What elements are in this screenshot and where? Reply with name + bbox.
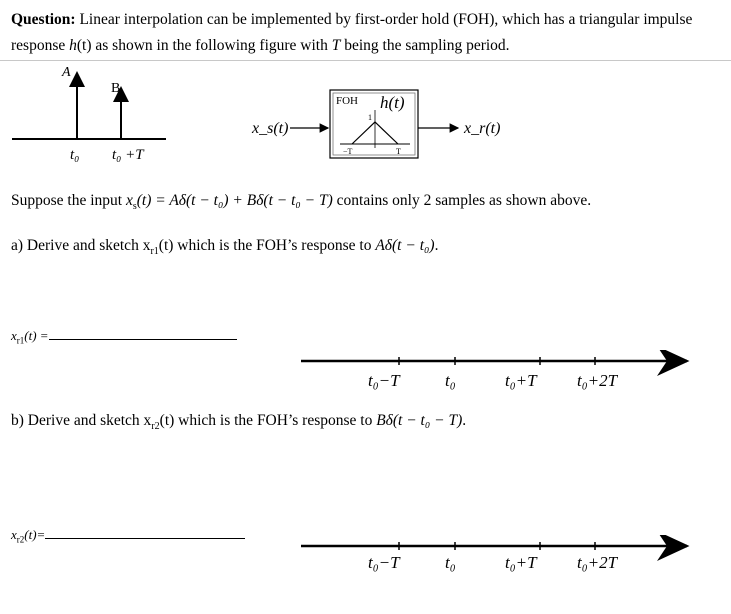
question-label: Question:: [11, 11, 76, 28]
part-b-text: b) Derive and sketch x: [11, 412, 152, 429]
part-b-tick-label-4: t₀+2T: [577, 553, 618, 572]
foh-impulse-label: h(t): [380, 93, 405, 112]
output-label: x_r(t): [464, 120, 501, 137]
part-a-expr: Aδ(t − t₀): [375, 237, 435, 254]
part-a-answer-blank[interactable]: [49, 339, 237, 340]
foh-tick-neg: −T: [343, 147, 353, 156]
part-a-tick-label-3: t₀+T: [505, 371, 537, 390]
input-sentence-post: contains only 2 samples as shown above.: [332, 192, 592, 209]
foh-figure: [0, 60, 731, 170]
part-a-mid: (t) which is the FOH’s response to: [158, 237, 376, 254]
part-a-text: a) Derive and sketch x: [11, 237, 151, 254]
part-b-tick-label-3: t₀+T: [505, 553, 537, 572]
part-a-answer-sub: r1: [16, 335, 25, 346]
input-sentence: [11, 191, 591, 217]
part-a-end: .: [434, 237, 439, 254]
part-b-answer-blank[interactable]: [45, 538, 245, 539]
input-eq-x: x: [125, 192, 133, 209]
part-b-answer: [11, 525, 245, 550]
part-a-axis: [295, 350, 695, 395]
input-sentence-pre: Suppose the input: [11, 192, 126, 209]
label-b: B: [111, 81, 121, 96]
input-eq-sub: s: [132, 201, 137, 213]
part-b-end: .: [462, 412, 467, 429]
part-b-answer-rest: (t)=: [24, 527, 46, 542]
question-text-2a: response: [11, 37, 70, 54]
foh-label: FOH: [336, 95, 359, 107]
question-h: h: [69, 37, 77, 54]
part-a-tick-label-1: t₀−T: [368, 371, 400, 390]
part-a-sub: r1: [150, 246, 159, 258]
part-b-answer-sub: r2: [16, 534, 25, 545]
input-eq-rest: (t) = Aδ(t − t₀) + Bδ(t − t₀ − T): [136, 192, 333, 209]
part-a-answer: [11, 326, 237, 351]
part-b-tick-label-2: t₀: [445, 553, 456, 572]
question-text-2c: being the sampling period.: [340, 37, 510, 54]
part-a-answer-rest: (t) =: [24, 328, 49, 343]
part-b-sub: r2: [151, 421, 160, 433]
question-T: T: [331, 37, 341, 54]
part-b-expr: Bδ(t − t₀ − T): [376, 412, 463, 429]
part-b-axis: [295, 535, 695, 580]
question-line-2: [11, 36, 510, 56]
part-a-answer-x: x: [11, 328, 17, 343]
input-label: x_s(t): [252, 120, 289, 137]
part-b-answer-x: x: [11, 527, 17, 542]
part-b-tick-label-1: t₀−T: [368, 553, 400, 572]
part-b-question: [11, 411, 466, 437]
part-a-question: [11, 236, 438, 262]
tick-t0: t₀: [70, 147, 80, 163]
foh-peak: 1: [368, 113, 372, 122]
question-text-1: Linear interpolation can be implemented by first-order hold (FOH), which has a triangular impulse: [75, 11, 693, 28]
part-a-tick-label-2: t₀: [445, 371, 456, 390]
question-text-2b: as shown in the following figure with: [91, 37, 332, 54]
foh-tick-pos: T: [396, 147, 401, 156]
tick-t0-plus-T: t₀ +T: [112, 147, 144, 163]
part-a-tick-label-4: t₀+2T: [577, 371, 618, 390]
label-a: A: [62, 65, 71, 80]
question-line-1: [11, 10, 692, 30]
question-t: (t): [76, 37, 92, 54]
part-b-mid: (t) which is the FOH’s response to: [159, 412, 377, 429]
